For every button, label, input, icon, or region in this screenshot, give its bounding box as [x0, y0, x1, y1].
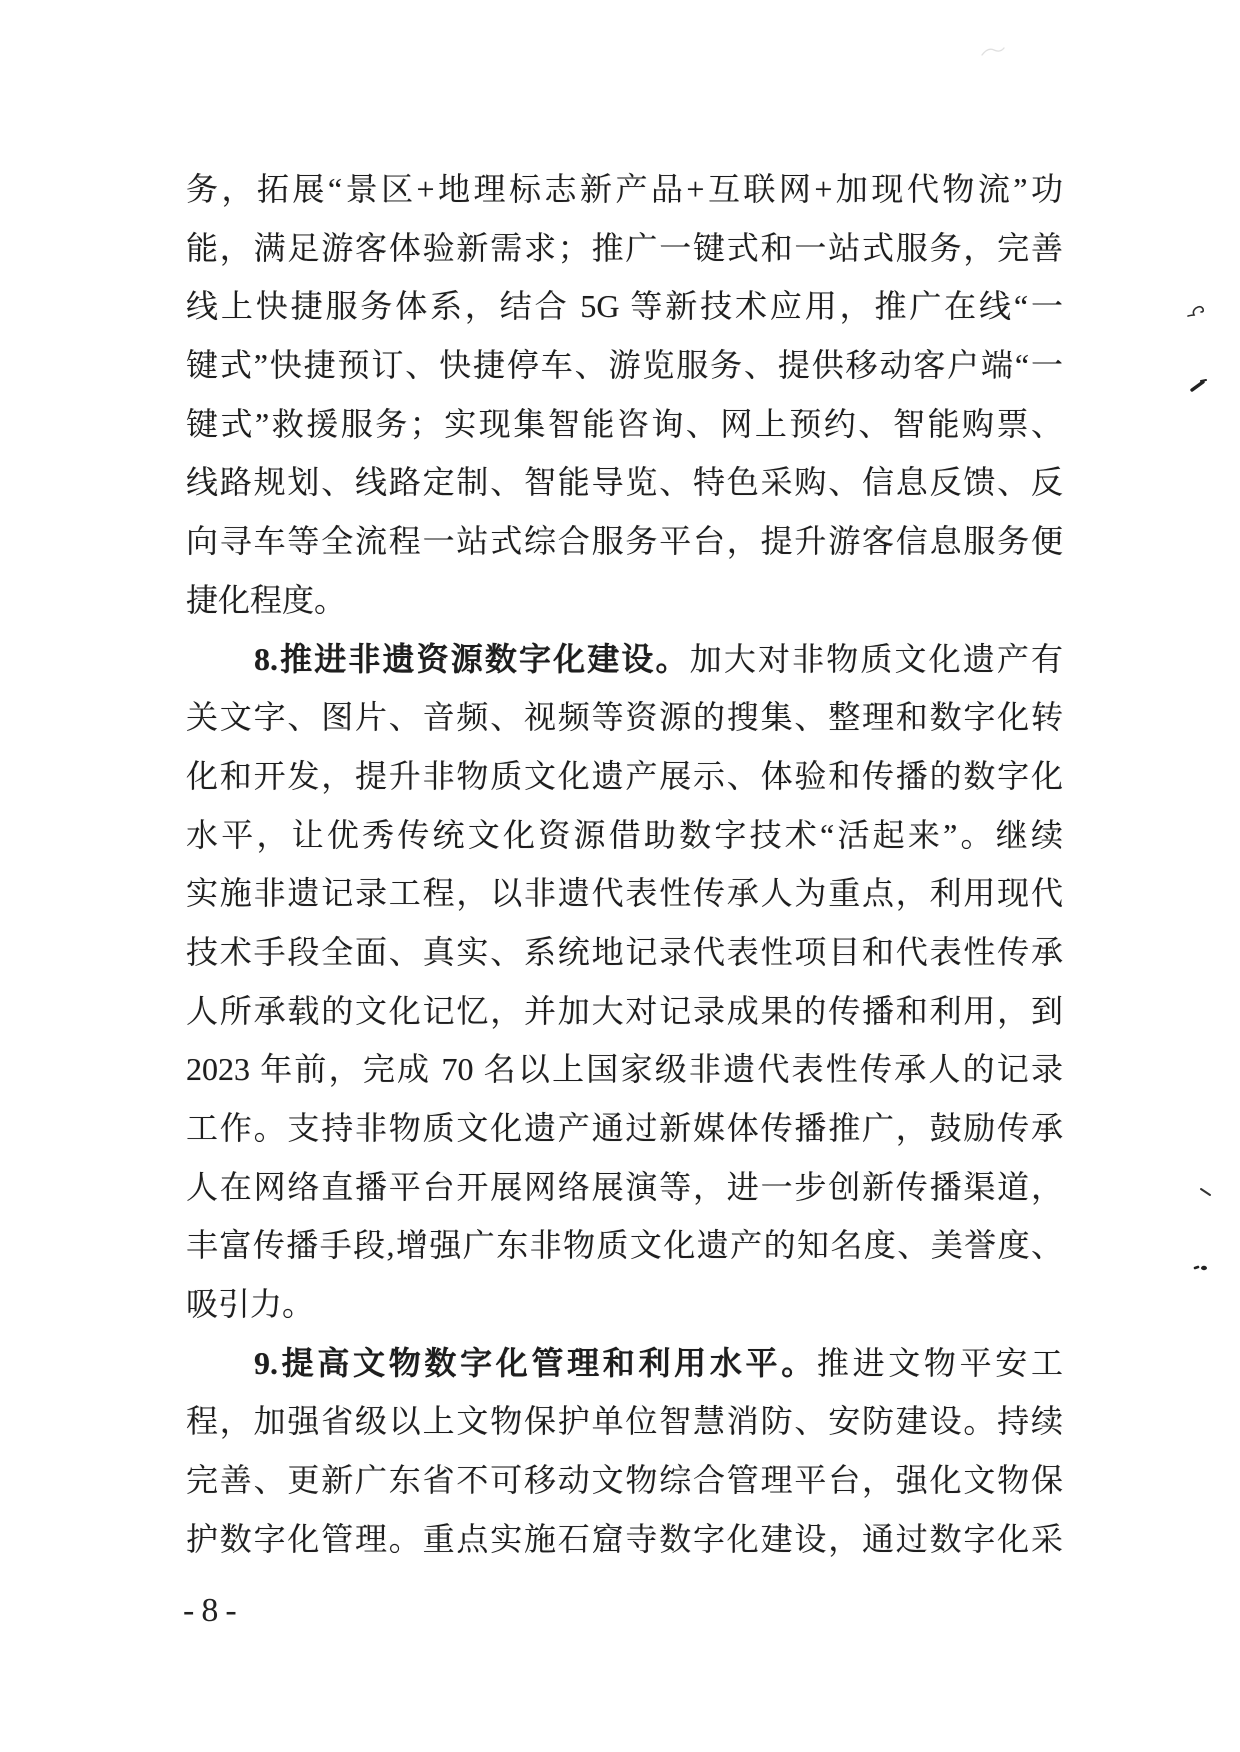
text-line [186, 336, 1063, 395]
ink-tick-mark [1190, 378, 1208, 392]
text-line [186, 1158, 1063, 1217]
body-text-segment: 程，加强省级以上文物保护单位智慧消防、安防建设。持续 [186, 1403, 1063, 1440]
body-text-segment: 丰富传播手段,增强广东非物质文化遗产的知名度、美誉度、 [186, 1227, 1063, 1264]
text-line [186, 1334, 1063, 1393]
text-line [186, 1451, 1063, 1510]
text-line [186, 1275, 1063, 1334]
body-text-segment: 线路规划、线路定制、智能导览、特色采购、信息反馈、反 [186, 464, 1063, 501]
body-text-segment: 加大对非物质文化遗产有 [689, 640, 1063, 677]
text-line [186, 395, 1063, 454]
section-heading-text: 9.提高文物数字化管理和利用水平。 [254, 1344, 817, 1381]
body-text-segment: 线上快捷服务体系，结合 5G 等新技术应用，推广在线“一 [186, 288, 1063, 325]
text-line [186, 630, 1063, 689]
text-line [186, 806, 1063, 865]
body-text-segment: 捷化程度。 [186, 581, 347, 618]
body-text-segment: 人所承载的文化记忆，并加大对记录成果的传播和利用，到 [186, 992, 1063, 1029]
body-text-segment: 实施非遗记录工程，以非遗代表性传承人为重点，利用现代 [186, 875, 1063, 912]
body-text-segment: 向寻车等全流程一站式综合服务平台，提升游客信息服务便 [186, 523, 1063, 560]
text-line [186, 1510, 1063, 1569]
body-text-segment: 完善、更新广东省不可移动文物综合管理平台，强化文物保 [186, 1462, 1063, 1499]
ink-stroke-mark [1199, 1186, 1213, 1198]
body-text-segment: 能，满足游客体验新需求；推广一键式和一站式服务，完善 [186, 229, 1063, 266]
body-text-segment: 工作。支持非物质文化遗产通过新媒体传播推广，鼓励传承 [186, 1110, 1063, 1146]
text-line [186, 219, 1063, 278]
body-text-segment: 推进文物平安工 [816, 1344, 1063, 1381]
text-line [186, 688, 1063, 747]
page-number: -8- [183, 1592, 244, 1629]
text-line [186, 160, 1063, 219]
text-line [186, 512, 1063, 571]
text-line [186, 864, 1063, 923]
body-text-segment: 护数字化管理。重点实施石窟寺数字化建设，通过数字化采 [186, 1520, 1063, 1557]
text-line [186, 1216, 1063, 1275]
text-line [186, 277, 1063, 336]
text-line [186, 747, 1063, 806]
body-text-segment: 键式”快捷预订、快捷停车、游览服务、提供移动客户端“一 [186, 347, 1063, 384]
body-text-segment: 人在网络直播平台开展网络展演等，进一步创新传播渠道， [186, 1168, 1063, 1205]
body-text-segment: 关文字、图片、音频、视频等资源的搜集、整理和数字化转 [186, 699, 1063, 736]
section-heading-text: 8.推进非遗资源数字化建设。 [254, 640, 690, 677]
body-text [186, 160, 1063, 1569]
text-line [186, 453, 1063, 512]
body-text-segment: 技术手段全面、真实、系统地记录代表性项目和代表性传承 [186, 933, 1063, 970]
body-text-segment: 水平，让优秀传统文化资源借助数字技术“活起来”。继续 [186, 816, 1063, 853]
body-text-segment: 吸引力。 [186, 1286, 315, 1323]
ink-speck-mark [1193, 1264, 1209, 1272]
text-line [186, 1392, 1063, 1451]
text-line [186, 571, 1063, 630]
text-line [186, 923, 1063, 982]
body-text-segment: 2023 年前，完成 70 名以上国家级非遗代表性传承人的记录 [186, 1051, 1063, 1088]
faint-smudge-mark [980, 44, 1006, 58]
body-text-segment: 化和开发，提升非物质文化遗产展示、体验和传播的数字化 [186, 757, 1063, 794]
text-line [186, 982, 1063, 1041]
text-line [186, 1099, 1063, 1158]
ink-squiggle-mark [1186, 303, 1208, 321]
body-text-segment: 务，拓展“景区+地理标志新产品+互联网+加现代物流”功 [186, 171, 1063, 207]
text-line [186, 1040, 1063, 1099]
body-text-segment: 键式”救援服务；实现集智能咨询、网上预约、智能购票、 [186, 405, 1063, 442]
